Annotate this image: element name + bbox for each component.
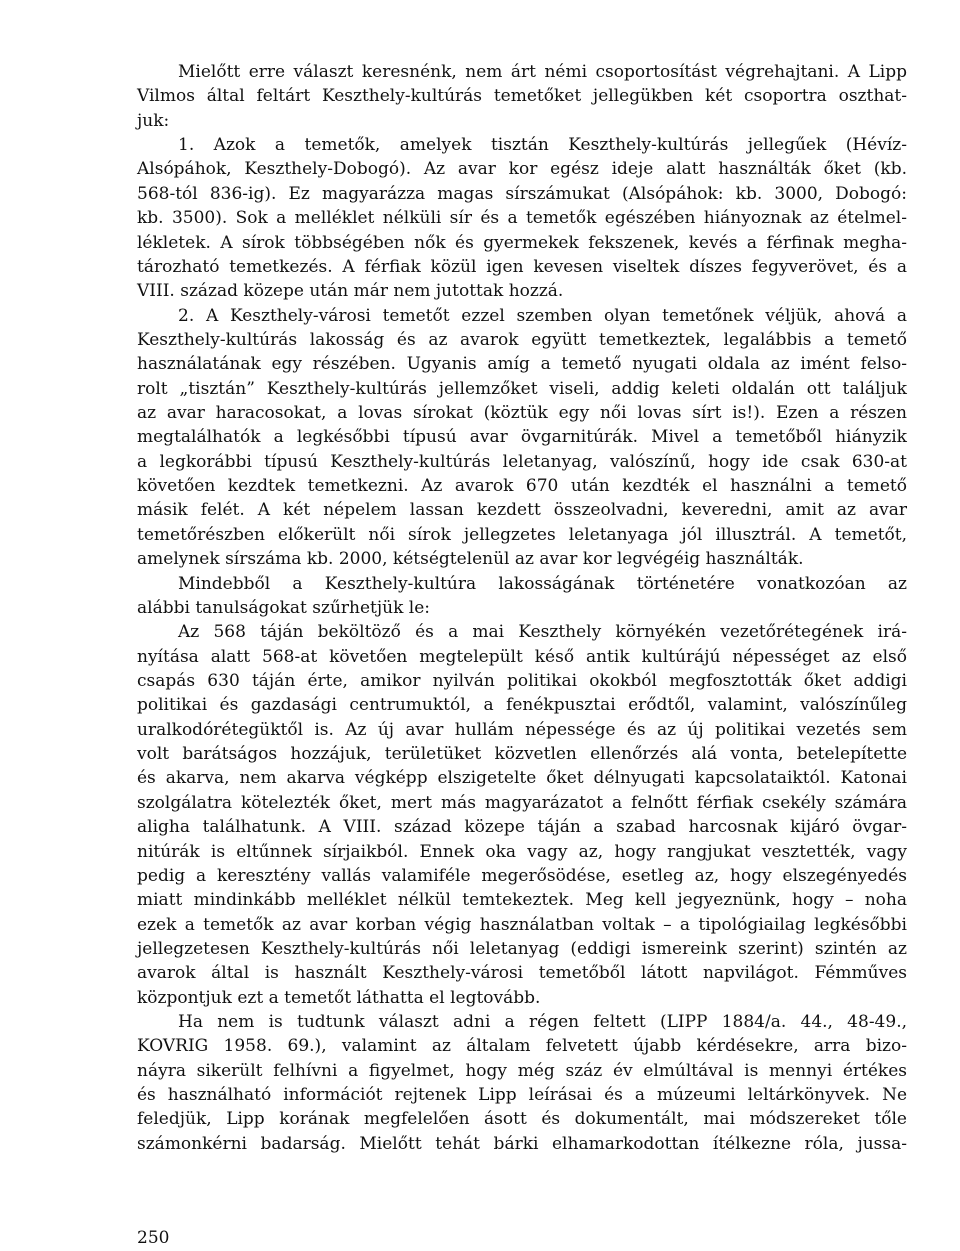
text-line: Alsópáhok, Keszthely-Dobogó). Az avar kor egész ideje alatt használták őket (kb. [137, 159, 907, 180]
text-line: temetőrészben előkerült női sírok jellegzetes leletanyaga jól illusztrál. A temetőt, [137, 524, 907, 545]
text-line: kb. 3500). Sok a melléklet nélküli sír és a temetők egészében hiányoznak az ételmel- [137, 208, 907, 229]
text-line: 568-tól 836-ig). Ez magyarázza magas sírszámukat (Alsópáhok: kb. 3000, Dobogó: [137, 183, 907, 204]
text-line: rolt „tisztán” Keszthely-kultúrás jellemzőket viseli, addig keleti oldalán ott találjuk [137, 378, 907, 399]
text-line: Mielőtt erre választ keresnénk, nem árt némi csoportosítást végrehajtani. A Lipp [178, 62, 907, 82]
text-line: volt barátságos hozzájuk, területüket közvetlen ellenőrzés alá vonta, betelepítette [137, 744, 907, 765]
text-line: és használható információt rejtenek Lipp leírásai és a múzeumi leltárkönyvek. Ne [137, 1085, 907, 1106]
text-line: pedig a keresztény vallás valamiféle megerősödése, esetleg az, hogy elszegényedés [137, 865, 907, 886]
text-line: 1. Azok a temetők, amelyek tisztán Keszthely-kultúrás jellegűek (Hévíz- [178, 135, 907, 156]
text-line: nitúrák is eltűnnek sírjaikból. Ennek oka vagy az, hogy rangjukat vesztették, vagy [137, 841, 907, 862]
text-line: számonkérni badarság. Mielőtt tehát bárki elhamarkodottan ítélkezne róla, jussa- [137, 1133, 907, 1154]
text-line: csapás 630 táján érte, amikor nyilván politikai okokból megfosztották őket addigi [137, 671, 907, 691]
text-line: ezek a temetők az avar korban végig használatban voltak – a tipológiailag legkésőbbi [137, 914, 907, 935]
text-line: náyra sikerült felhívni a figyelmet, hogy még száz év elmúltával is mennyi értékes [137, 1060, 907, 1081]
text-line: követően kezdtek temetkezni. Az avarok 670 után kezdték el használni a temető [137, 476, 907, 497]
text-line: Keszthely-kultúrás lakosság és az avarok együtt temetkeztek, legalábbis a temető [137, 329, 907, 350]
text-line: uralkodórétegüktől is. Az új avar hullám népessége és az új politikai vezetés sem [137, 719, 907, 740]
text-line: a legkorábbi típusú Keszthely-kultúrás leletanyag, valószínű, hogy ide csak 630-at [137, 451, 907, 472]
text-line: és akarva, nem akarva végképp elszigetelte őket délnyugati kapcsolataiktól. Katonai [137, 768, 907, 789]
text-line: alábbi tanulságokat szűrhetjük le: [137, 597, 431, 618]
text-line: Ha nem is tudtunk választ adni a régen feltett (LIPP 1884/a. 44., 48-49., [178, 1012, 907, 1033]
text-line: jellegzetesen Keszthely-kultúrás női leletanyag (eddigi ismereink szerint) szintén az [137, 938, 907, 959]
text-line: KOVRIG 1958. 69.), valamint az általam felvetett újabb kérdésekre, arra bizo- [137, 1036, 907, 1057]
page-number: 250 [137, 1228, 170, 1248]
text-line: az avar haracosokat, a lovas sírokat (köztük egy női lovas sírt is!). Ezen a részen [137, 403, 907, 424]
text-line: Az 568 táján beköltöző és a mai Keszthely környékén vezetőrétegének irá- [178, 622, 907, 643]
text-line: Mindebből a Keszthely-kultúra lakosságának történetére vonatkozóan az [178, 573, 907, 594]
text-line: lékletek. A sírok többségében nők és gyermekek fekszenek, kevés a férfinak megha- [137, 232, 907, 253]
text-line: központjuk ezt a temetőt láthatta el legtovább. [137, 987, 541, 1008]
text-line: használatának egy részében. Ugyanis amíg a temető nyugati oldala az imént felso- [137, 354, 907, 375]
text-line: feledjük, Lipp korának megfelelően ásott és dokumentált, mai módszereket tőle [137, 1109, 907, 1130]
text-line: szolgálatra kötelezték őket, mert más magyarázatot a felnőtt férfiak csekély számára [137, 792, 907, 813]
text-line: 2. A Keszthely-városi temetőt ezzel szemben olyan temetőnek véljük, ahová a [178, 305, 907, 326]
text-line: tározható temetkezés. A férfiak közül igen kevesen viseltek díszes fegyverövet, és a [137, 256, 907, 277]
text-line: juk: [137, 110, 170, 131]
text-line: amelynek sírszáma kb. 2000, kétségtelenül az avar kor legvégéig használták. [137, 549, 804, 570]
text-line: másik felét. A két népelem lassan kezdett összeolvadni, keveredni, amit az avar [137, 500, 907, 521]
text-line: Vilmos által feltárt Keszthely-kultúrás temetőket jellegükben két csoportra oszthat- [137, 86, 907, 107]
text-line: miatt mindinkább melléklet nélkül temtekeztek. Meg kell jegyeznünk, hogy – noha [137, 890, 907, 911]
text-line: avarok által is használt Keszthely-városi temetőből látott napvilágot. Fémműves [137, 963, 907, 984]
text-line: aligha találhatunk. A VIII. század közepe táján a szabad harcosnak kijáró övgar- [137, 817, 907, 838]
text-line: VIII. század közepe után már nem jutottak hozzá. [137, 281, 564, 302]
text-line: politikai és gazdasági centrumuktól, a fenékpusztai erődtől, valamint, valószínűleg [137, 695, 907, 716]
text-line: nyítása alatt 568-at követően megtelepült késő antik kultúrájú népességet az első [137, 646, 907, 667]
text-line: megtalálhatók a legkésőbbi típusú avar övgarnitúrák. Mivel a temetőből hiányzik [137, 427, 907, 448]
